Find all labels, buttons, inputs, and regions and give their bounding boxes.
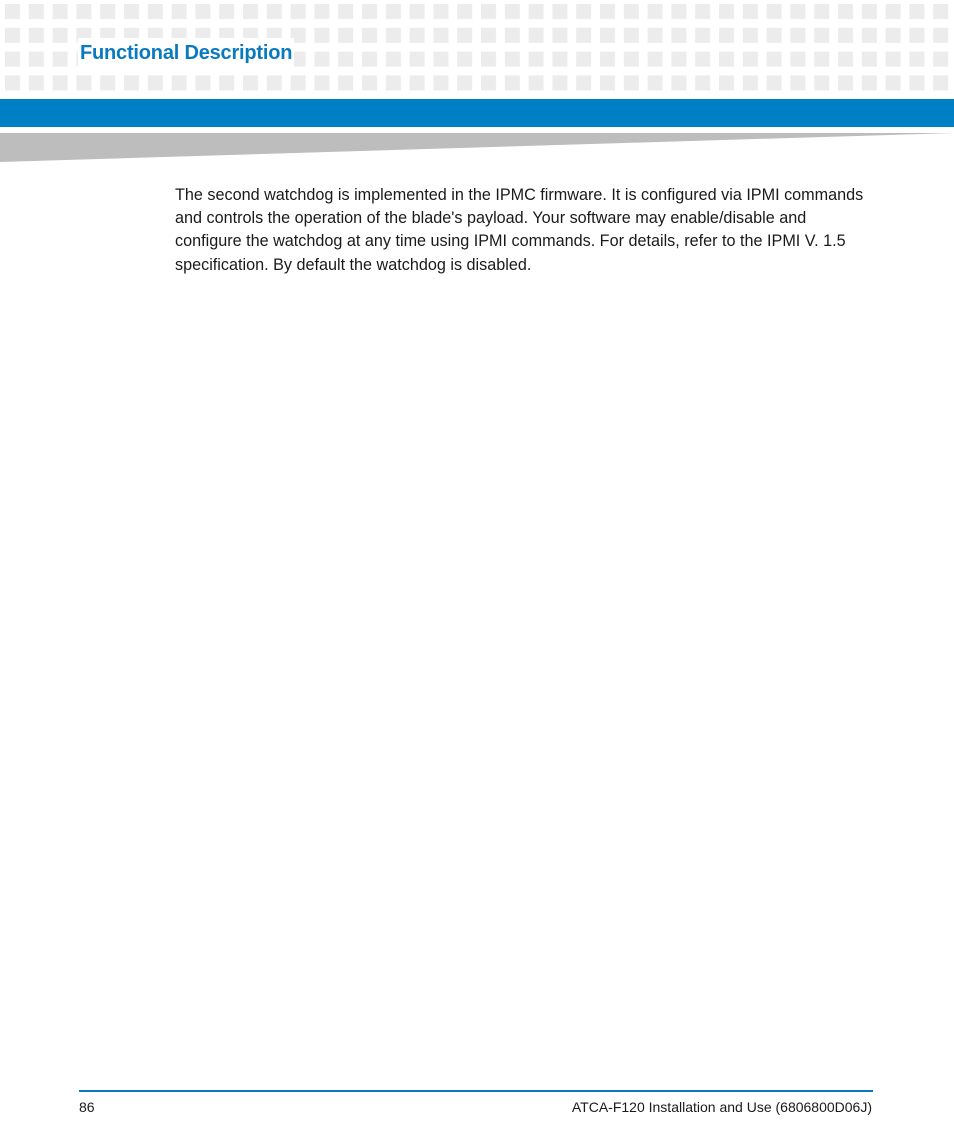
page-number: 86: [79, 1099, 95, 1115]
body-paragraph: The second watchdog is implemented in the IPMC firmware. It is configured via IPMI commands and controls the operation of the blade's payload. Your software may enable/disable and configure the watchdog at any time using IPMI commands. For details, refer to the IPMI V. 1.5 specification. By default the watchdog is disabled.: [175, 186, 864, 274]
header-blue-band: [0, 99, 954, 127]
section-title: Functional Description: [78, 38, 294, 68]
document-reference: ATCA-F120 Installation and Use (6806800D06J): [571, 1099, 872, 1115]
footer-rule: [79, 1090, 873, 1092]
header-gray-wedge: [0, 131, 954, 163]
